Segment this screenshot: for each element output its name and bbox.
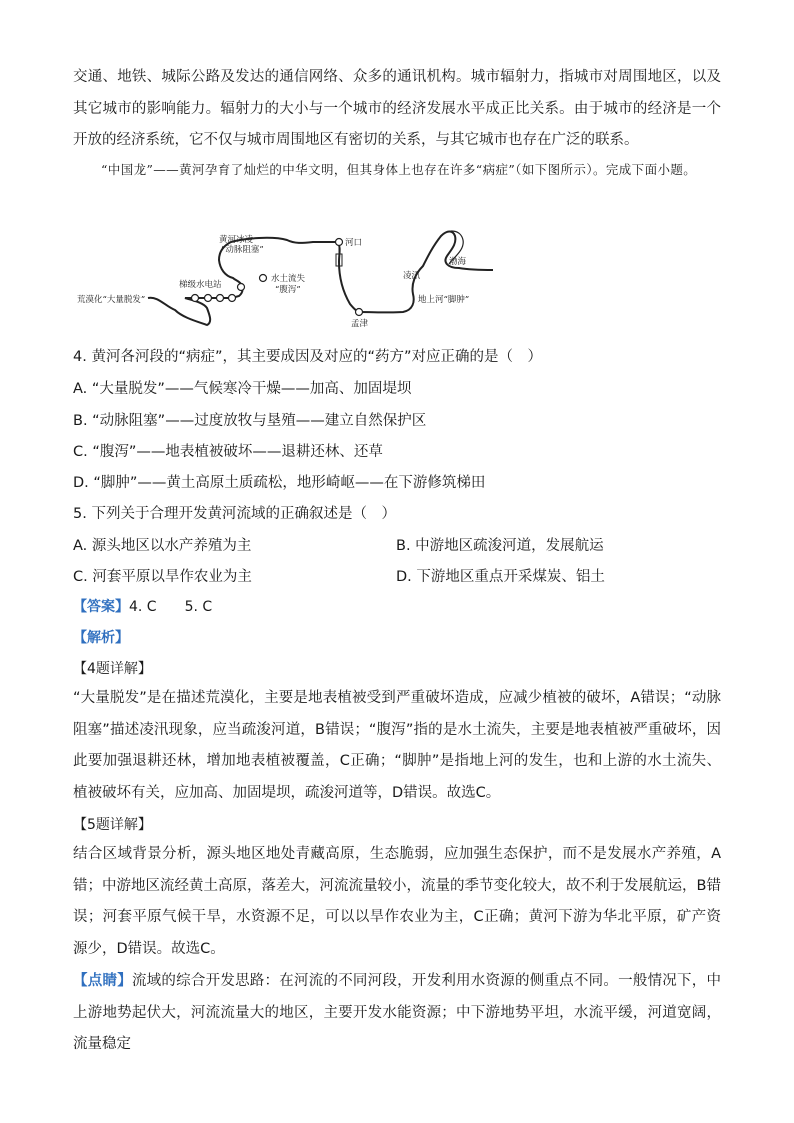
cascade-station [205, 295, 212, 302]
yellow-river-map-svg [73, 226, 503, 331]
q4-option-a: A. “大量脱发”——气候寒冷干燥——加高、加固堤坝 [73, 381, 412, 397]
label-bohai: 渤海 [449, 257, 467, 267]
detail5-heading: 【5题详解】 [73, 817, 152, 833]
intro-paragraph: 交通、地铁、城际公路及发达的通信网络、众多的通讯机构。城市辐射力，指城市对周围地区，以及其它城市的影响能力。辐射力的大小与一个城市的经济发展水平成正比关系。由于城市的经济是一个开放的经济系统，它不仅与城市周围地区有密切的关系，与其它城市也存在广泛的联系。 [73, 69, 721, 148]
q5-option-a: A. 源头地区以水产养殖为主 [73, 538, 252, 554]
label-diarrhea: “腹泻” [275, 285, 301, 295]
yellow-river-map [73, 226, 503, 331]
analysis-line [73, 627, 129, 649]
q5-option-b: B. 中游地区疏浚河道，发展航运 [396, 538, 604, 554]
detail4-heading: 【4题详解】 [73, 661, 152, 677]
label-artery: “动脉阻塞” [221, 245, 264, 255]
highlight-text: 流域的综合开发思路：在河流的不同河段，开发利用水资源的侧重点不同。一般情况下，中上游地势起伏大，河流流量大的地区，主要开发水能资源；中下游地势平坦，水流平缓，河道宽阔，流量稳定 [73, 973, 722, 1052]
analysis-tag: 【解析】 [73, 630, 129, 646]
answer-tag: 【答案】 [73, 599, 129, 615]
detail5-text: 结合区域背景分析，源头地区地处青藏高原，生态脆弱，应加强生态保护，而不是发展水产养殖，A错；中游地区流经黄土高原，落差大，河流流量较小，流量的季节变化较大，故不利于发展航运，B错误；河套平原气候干旱，水资源不足，可以以旱作农业为主，C正确；黄河下游为华北平原，矿产资源少，D错误。故选C。 [73, 846, 721, 957]
q4-option-b: B. “动脉阻塞”——过度放牧与垦殖——建立自然保护区 [73, 413, 427, 429]
q5-option-c: C. 河套平原以旱作农业为主 [73, 569, 252, 585]
passage-paragraph: “中国龙”——黄河孕育了灿烂的中华文明，但其身体上也存在许多“病症”（如下图所示）。完成下面小题。 [101, 162, 697, 177]
highlight-paragraph [73, 966, 721, 1061]
answer-text: 4. C 5. C [129, 599, 213, 615]
q4-stem: 4. 黄河各河段的“病症”，其主要成因及对应的“药方”对应正确的是（ ） [73, 349, 542, 365]
river-line [148, 232, 493, 326]
hekou-marker [336, 239, 343, 246]
label-mengjin: 孟津 [351, 319, 369, 329]
q5-stem: 5. 下列关于合理开发黄河流域的正确叙述是（ ） [73, 506, 396, 522]
cascade-station [229, 295, 236, 302]
cascade-station [192, 295, 199, 302]
erosion-marker [260, 275, 267, 282]
q4-option-d: D. “脚肿”——黄土高原土质疏松，地形崎岖——在下游修筑梯田 [73, 475, 486, 491]
label-ice: 黄河冰凌 [219, 235, 254, 245]
mengjin-marker [356, 309, 363, 316]
q5-option-d: D. 下游地区重点开采煤炭、铝土 [396, 569, 605, 585]
label-cascade: 梯级水电站 [179, 280, 222, 290]
label-hekou: 河口 [345, 238, 363, 248]
highlight-tag: 【点睛】 [73, 973, 132, 989]
label-desert: 荒漠化“大量脱发” [77, 295, 146, 305]
label-lingxun: 凌汛 [403, 271, 421, 281]
cascade-station [217, 295, 224, 302]
label-suspended: 地上河“脚肿” [418, 295, 470, 305]
detail4-text: “大量脱发”是在描述荒漠化，主要是地表植被受到严重破坏造成，应减少植被的破坏，A错误；“动脉阻塞”描述凌汛现象，应当疏浚河道，B错误；“腹泻”指的是水土流失，主要是地表植被严重破坏，因此要加强退耕还林，增加地表植被覆盖，C正确；“脚肿”是指地上河的发生，也和上游的水土流失、植被破坏有关，应加高、加固堤坝，疏浚河道等，D错误。故选C。 [73, 690, 721, 801]
label-erosion: 水土流失 [271, 274, 306, 284]
cascade-station [238, 284, 245, 291]
answer-line [73, 596, 212, 618]
q4-option-c: C. “腹泻”——地表植被破坏——退耕还林、还草 [73, 444, 383, 460]
